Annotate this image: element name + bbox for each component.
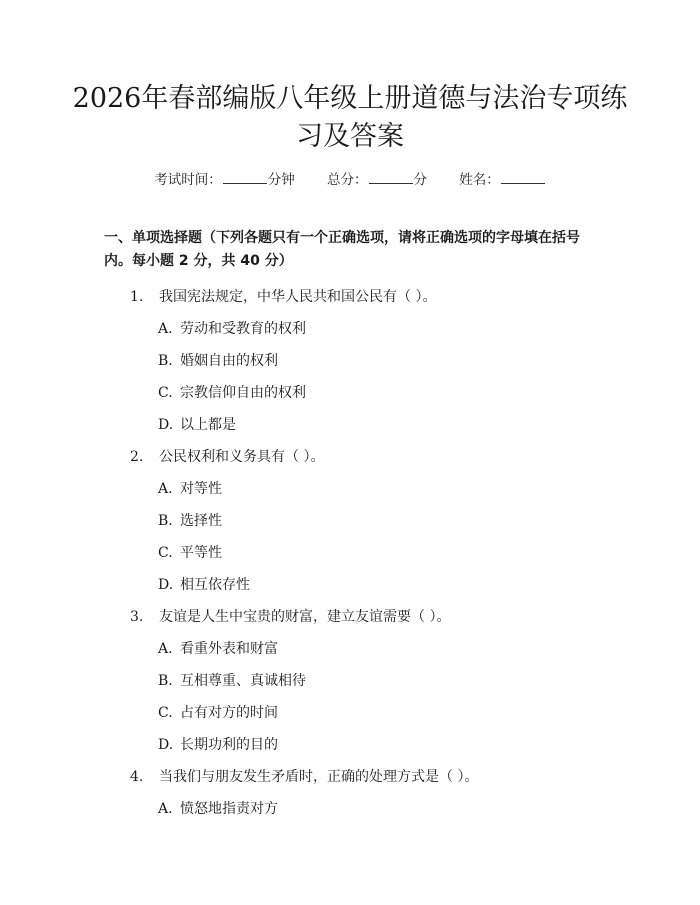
question-stem — [0, 601, 700, 633]
question-text: 公民权利和义务具有（ ）。 — [159, 449, 325, 465]
question-stem — [0, 761, 700, 793]
question-number: 2. — [130, 449, 144, 465]
option-item — [0, 729, 700, 761]
option-item — [0, 473, 700, 505]
option-item — [0, 313, 700, 345]
option-text: 占有对方的时间 — [180, 705, 278, 721]
name-blank[interactable] — [501, 171, 545, 184]
section-heading: 一、单项选择题（下列各题只有一个正确选项，请将正确选项的字母填在括号内。每小题 2 分，共 40 分） — [104, 230, 580, 269]
meta-total-score-suffix: 分 — [413, 172, 427, 188]
option-item — [0, 377, 700, 409]
meta-name-label: 姓名： — [459, 172, 500, 188]
option-text: 看重外表和财富 — [180, 641, 278, 657]
option-letter: A. — [158, 641, 173, 657]
option-letter: A. — [158, 801, 173, 817]
document-title: 2026年春部编版八年级上册道德与法治专项练习及答案 — [72, 83, 628, 152]
question-text: 我国宪法规定，中华人民共和国公民有（ ）。 — [159, 289, 437, 305]
option-letter: C. — [158, 705, 173, 721]
option-text: 相互依存性 — [180, 577, 250, 593]
question-number: 1. — [130, 289, 144, 305]
option-item — [0, 793, 700, 825]
option-letter: B. — [158, 513, 173, 529]
meta-total-score-label: 总分： — [327, 172, 368, 188]
option-item — [0, 697, 700, 729]
option-letter: C. — [158, 385, 173, 401]
option-letter: D. — [158, 577, 174, 593]
option-letter: D. — [158, 737, 174, 753]
option-text: 长期功利的目的 — [180, 737, 278, 753]
option-text: 愤怒地指责对方 — [180, 801, 278, 817]
meta-total-score — [327, 172, 431, 188]
option-letter: A. — [158, 481, 173, 497]
exam-meta-line — [0, 168, 700, 188]
option-text: 宗教信仰自由的权利 — [180, 385, 306, 401]
option-letter: A. — [158, 321, 173, 337]
option-item — [0, 633, 700, 665]
option-item — [0, 537, 700, 569]
option-text: 婚姻自由的权利 — [180, 353, 278, 369]
option-item — [0, 569, 700, 601]
option-item — [0, 665, 700, 697]
option-letter: C. — [158, 545, 173, 561]
meta-exam-time-label: 考试时间： — [154, 172, 222, 188]
question-number: 3. — [130, 609, 144, 625]
total-score-blank[interactable] — [369, 171, 413, 184]
option-item — [0, 409, 700, 441]
option-letter: B. — [158, 673, 173, 689]
option-letter: B. — [158, 353, 173, 369]
question-text: 友谊是人生中宝贵的财富，建立友谊需要（ ）。 — [159, 609, 451, 625]
question-list — [0, 281, 700, 825]
option-letter: D. — [158, 417, 174, 433]
option-item — [0, 345, 700, 377]
exam-time-blank[interactable] — [223, 171, 267, 184]
option-text: 选择性 — [180, 513, 222, 529]
meta-exam-time-suffix: 分钟 — [267, 172, 295, 188]
option-text: 平等性 — [180, 545, 222, 561]
question-stem — [0, 441, 700, 473]
meta-name — [459, 172, 546, 188]
option-text: 劳动和受教育的权利 — [180, 321, 306, 337]
question-text: 当我们与朋友发生矛盾时，正确的处理方式是（ ）。 — [159, 769, 479, 785]
option-item — [0, 505, 700, 537]
question-stem — [0, 281, 700, 313]
option-text: 对等性 — [180, 481, 222, 497]
question-number: 4. — [130, 769, 144, 785]
option-text: 以上都是 — [180, 417, 236, 433]
option-text: 互相尊重、真诚相待 — [180, 673, 306, 689]
meta-exam-time — [154, 172, 299, 188]
